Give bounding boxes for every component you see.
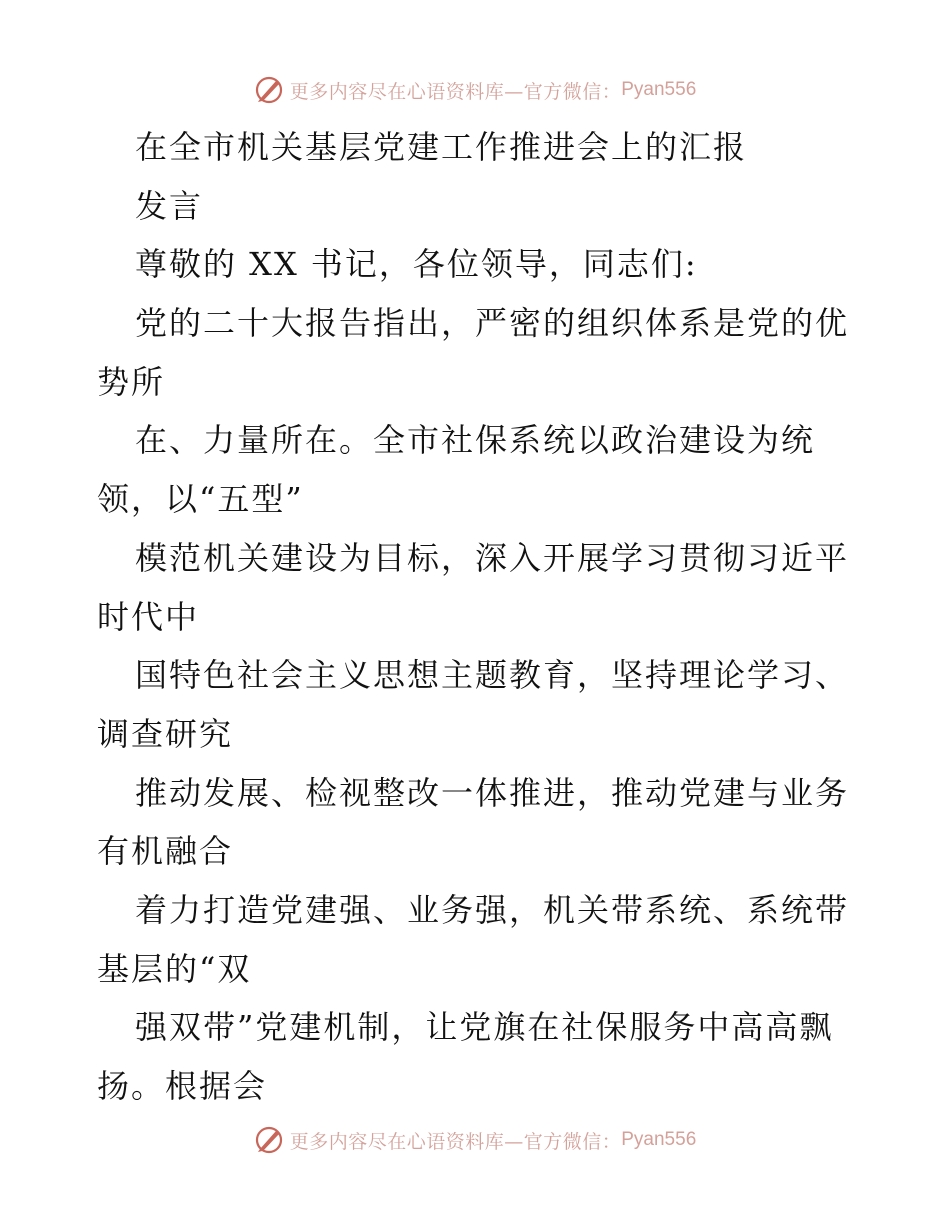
body-line: 势所 [97, 362, 166, 401]
body-line: 扬。根据会 [97, 1067, 268, 1105]
document-title-continued: 发言 [135, 186, 204, 225]
watermark-text: 更多内容尽在心语资料库—官方微信： [289, 80, 622, 103]
body-line: 领，以“五型” [97, 480, 304, 519]
watermark-text: 更多内容尽在心语资料库—官方微信： [289, 1130, 622, 1153]
body-line: 着力打造党建强、业务强，机关带系统、系统带 [135, 890, 850, 929]
body-line: 国特色社会主义思想主题教育，坚持理论学习、 [135, 656, 850, 695]
watermark-wechat-id: Pyan556 [621, 79, 697, 100]
body-line: 强双带”党建机制，让党旗在社保服务中高高飘 [135, 1008, 834, 1047]
salutation: 尊敬的 XX 书记，各位领导，同志们: [135, 245, 698, 284]
document-title: 在全市机关基层党建工作推进会上的汇报 [135, 128, 748, 166]
footer-watermark [0, 1120, 950, 1160]
header-watermark [0, 70, 950, 110]
quill-pen-logo-icon [254, 1125, 284, 1155]
body-line: 推动发展、检视整改一体推进，推动党建与业务 [135, 773, 850, 812]
watermark-wechat-id: Pyan556 [621, 1129, 697, 1150]
body-line: 调查研究 [97, 714, 234, 753]
document-body [0, 118, 950, 1116]
body-line: 基层的“双 [97, 949, 252, 988]
body-line: 模范机关建设为目标，深入开展学习贯彻习近平 [135, 538, 850, 577]
body-line: 党的二十大报告指出，严密的组织体系是党的优 [135, 304, 850, 343]
quill-pen-logo-icon [254, 75, 284, 105]
body-line: 时代中 [97, 597, 200, 636]
body-line: 有机融合 [97, 832, 234, 871]
body-line: 在、力量所在。全市社保系统以政治建设为统 [135, 421, 816, 460]
